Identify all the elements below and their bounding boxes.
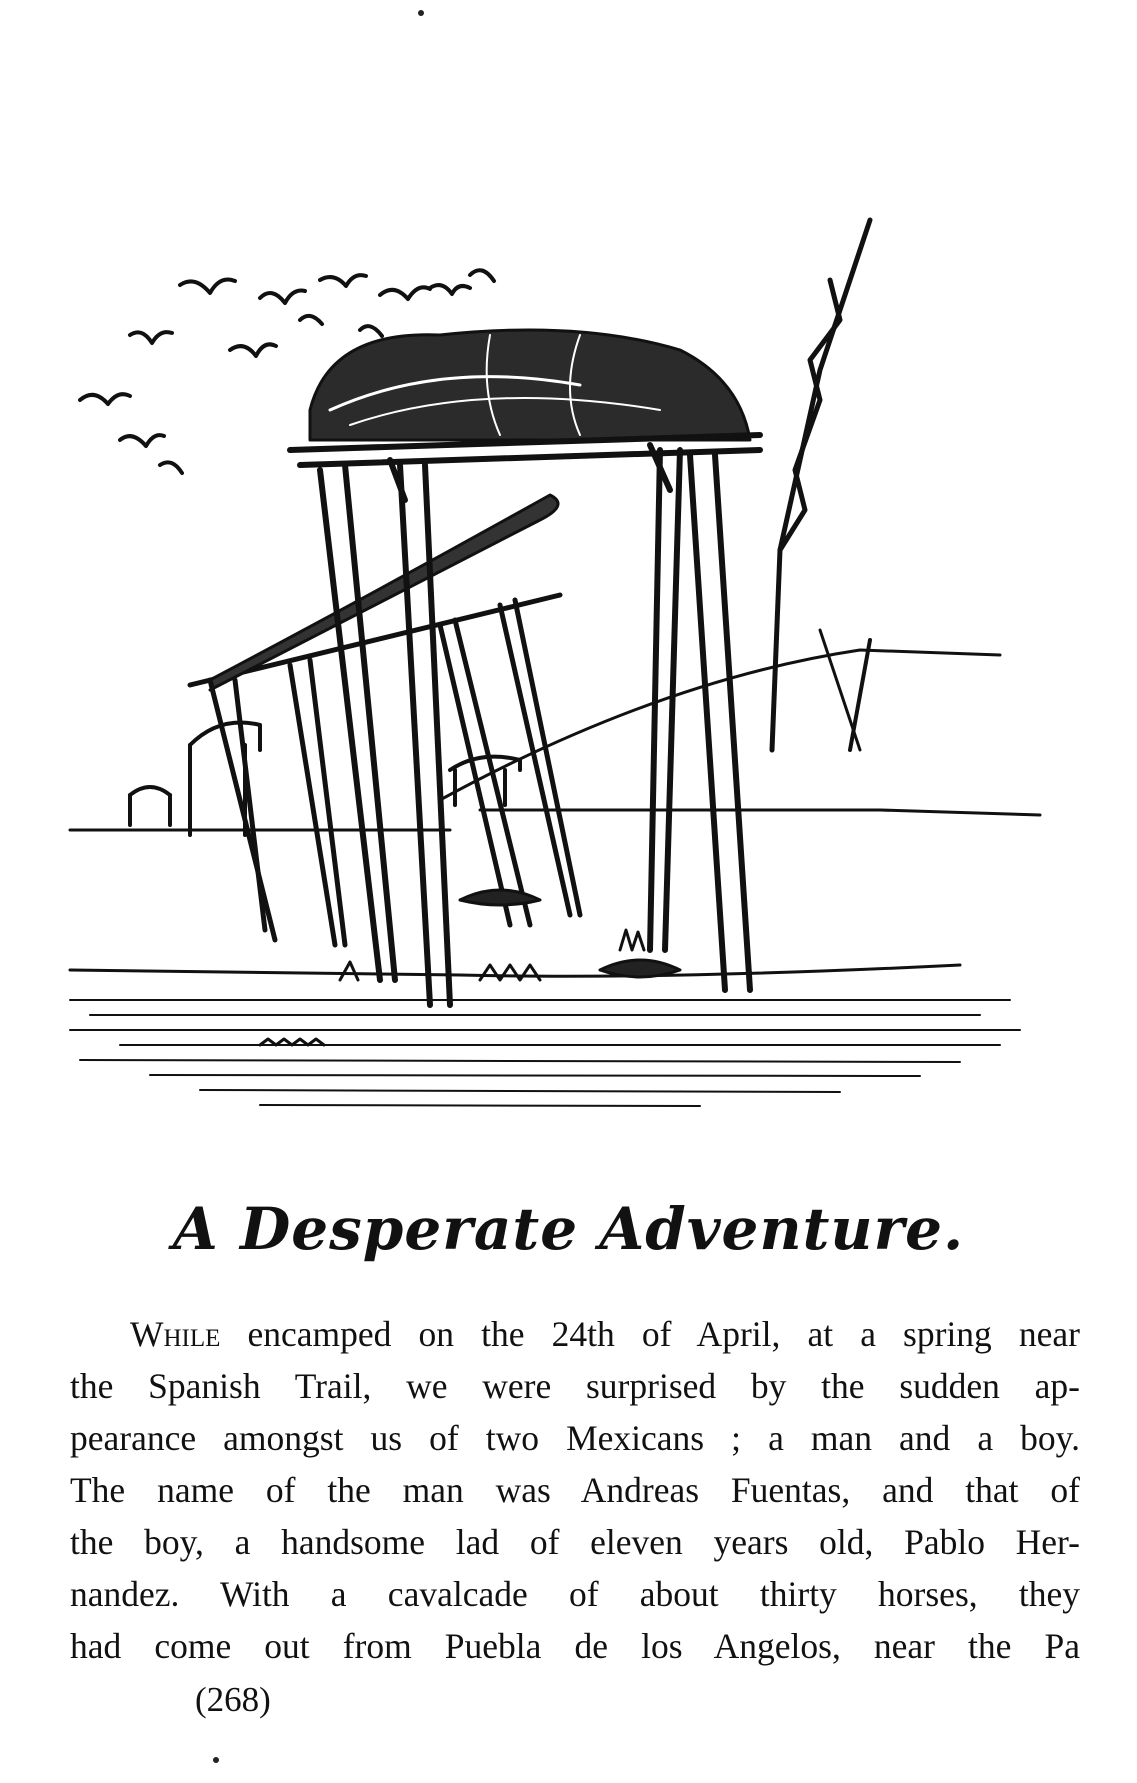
paragraph-line	[70, 1308, 1080, 1360]
paragraph-line: pearance amongst us of two Mexicans ; a man and a boy.	[70, 1418, 1080, 1458]
burial-scaffold-illustration	[60, 210, 1080, 1130]
front-scaffold-bundle	[310, 330, 750, 440]
paragraph-line: had come out from Puebla de los Angelos, near the Pa	[70, 1626, 1080, 1666]
ground-objects	[260, 890, 680, 1045]
paragraph-line: the Spanish Trail, we were surprised by the sudden ap-	[70, 1366, 1080, 1406]
paragraph-lead-word: While	[130, 1314, 221, 1354]
paragraph-line: the boy, a handsome lad of eleven years old, Pablo Her-	[70, 1522, 1080, 1562]
page-number: (268)	[195, 1680, 271, 1719]
distant-scaffold-left	[130, 787, 170, 825]
pole-with-streamer	[772, 220, 870, 750]
paragraph-line-text: encamped on the 24th of April, at a spring near	[220, 1314, 1080, 1354]
print-speck	[418, 10, 424, 16]
paragraph-line: nandez. With a cavalcade of about thirty horses, they	[70, 1574, 1080, 1614]
ground-hatching	[70, 1000, 1020, 1106]
chapter-title: A Desperate Adventure.	[172, 1195, 965, 1263]
paragraph-line: The name of the man was Andreas Fuentas, and that of	[70, 1470, 1080, 1510]
print-speck	[213, 1757, 219, 1763]
body-paragraph	[70, 1308, 1080, 1672]
